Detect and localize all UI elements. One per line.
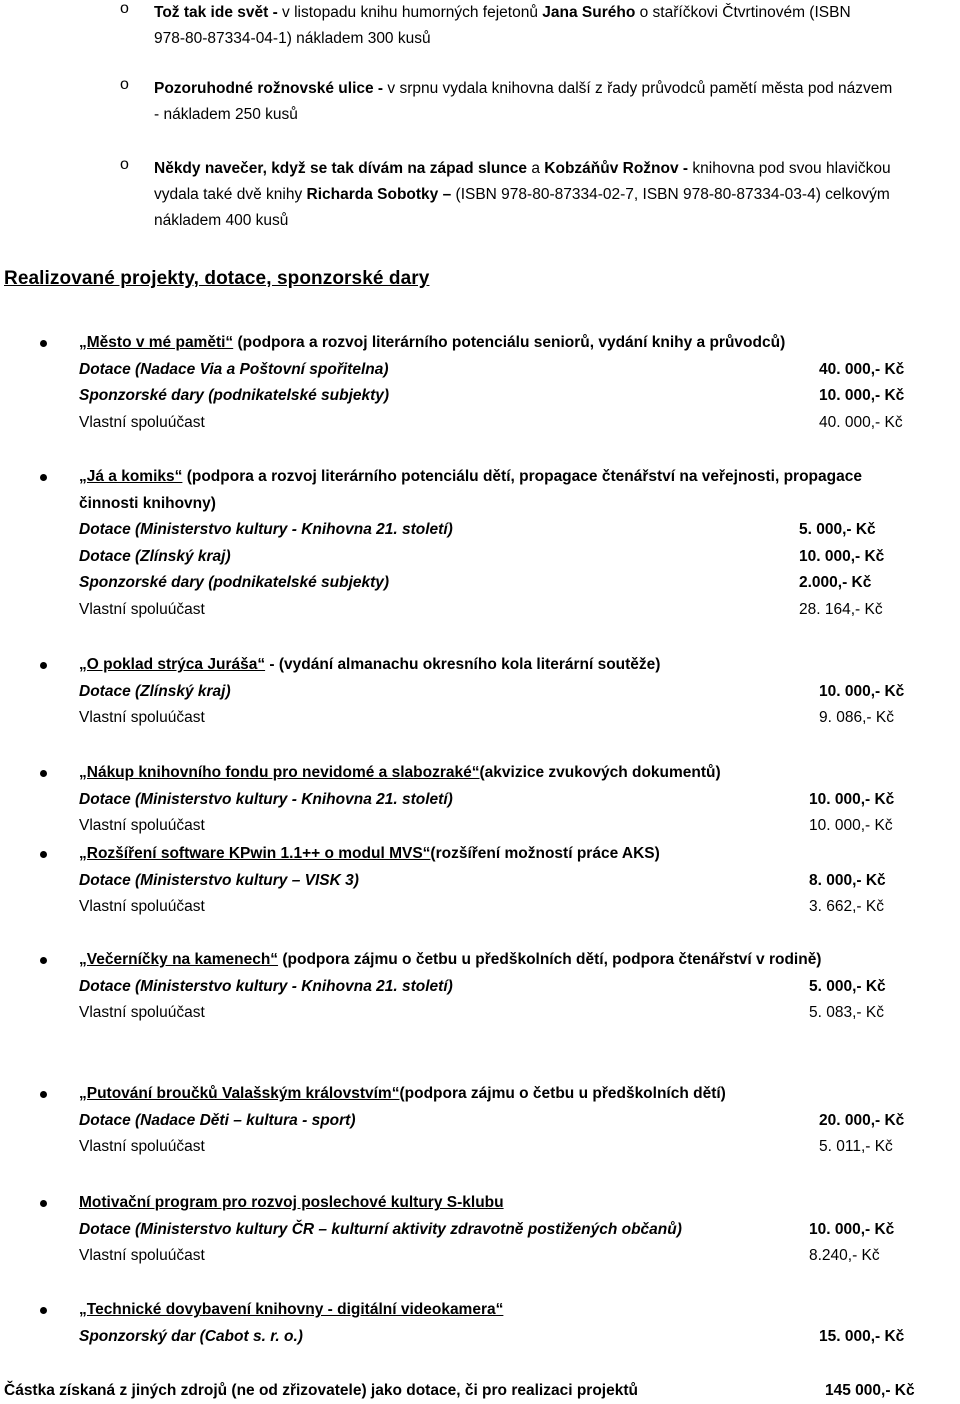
funding-amount: 3. 662,- Kč — [809, 898, 884, 915]
text-line — [154, 0, 958, 26]
section-title: Realizované projekty, dotace, sponzorské dary — [4, 268, 430, 289]
text-span: Pozoruhodné rožnovské ulice - — [154, 80, 384, 97]
funding-amount: 2.000,- Kč — [799, 574, 872, 591]
funding-source: Vlastní spoluúčast — [79, 709, 205, 726]
text-span: Jana Surého — [542, 4, 636, 21]
project-name: Motivační program pro rozvoj poslechové kultury S-klubu — [79, 1194, 504, 1211]
project-title-continuation: činnosti knihovny) — [79, 494, 216, 512]
bullet-icon — [40, 474, 47, 481]
bullet-icon — [40, 957, 47, 964]
funding-source: Dotace (Ministerstvo kultury - Knihovna 21. století) — [79, 790, 453, 808]
project-title — [79, 760, 949, 786]
funding-source: Vlastní spoluúčast — [79, 817, 205, 834]
funding-row — [79, 705, 949, 731]
text-span: Richarda Sobotky – — [306, 186, 452, 203]
funding-row — [79, 974, 949, 1000]
funding-amount: 40. 000,- Kč — [819, 413, 903, 431]
project-name: „Nákup knihovního fondu pro nevidomé a slabozraké“ — [79, 764, 480, 781]
text-span: Někdy navečer, když se tak dívám na západ slunce — [154, 160, 528, 177]
text-span: nákladem 400 kusů — [154, 212, 289, 229]
text-span: Tož tak ide svět - — [154, 4, 278, 21]
funding-amount: 15. 000,- Kč — [819, 1327, 905, 1345]
funding-amount: 10. 000,- Kč — [809, 817, 893, 834]
funding-row — [79, 1108, 949, 1134]
text-span: v listopadu knihu humorných fejetonů — [277, 4, 543, 21]
funding-row — [79, 894, 949, 920]
funding-row — [79, 868, 949, 894]
bullet-icon — [40, 1200, 47, 1207]
funding-amount: 5. 000,- Kč — [799, 521, 876, 538]
funding-source: Sponzorské dary (podnikatelské subjekty) — [79, 387, 390, 404]
funding-source: Vlastní spoluúčast — [79, 1004, 205, 1021]
funding-amount: 5. 000,- Kč — [809, 977, 886, 995]
funding-amount: 10. 000,- Kč — [819, 682, 905, 700]
funding-amount: 10. 000,- Kč — [799, 547, 885, 565]
funding-row — [79, 383, 949, 409]
project-name: „Večerníčky na kamenech“ — [79, 951, 279, 968]
funding-source: Dotace (Ministerstvo kultury ČR – kulturní aktivity zdravotně postižených občanů) — [79, 1220, 682, 1238]
total-row — [4, 1378, 954, 1404]
text-span: 978-80-87334-04-1) nákladem 300 kusů — [154, 30, 431, 47]
text-line — [154, 156, 958, 182]
project-title — [79, 1190, 949, 1216]
text-line — [154, 208, 958, 234]
text-line — [154, 182, 958, 208]
project-title — [79, 947, 949, 973]
project-title — [79, 841, 949, 867]
funding-source: Sponzorské dary (podnikatelské subjekty) — [79, 574, 390, 591]
bullet-icon — [40, 851, 47, 858]
funding-row — [79, 813, 949, 839]
funding-amount: 5. 083,- Kč — [809, 1004, 884, 1021]
funding-amount: 10. 000,- Kč — [819, 387, 905, 404]
list-marker: o — [120, 76, 129, 93]
text-line — [154, 76, 958, 102]
funding-source: Dotace (Ministerstvo kultury - Knihovna 21. století) — [79, 521, 453, 538]
publication-text — [154, 156, 958, 234]
funding-row — [79, 570, 949, 596]
list-marker: o — [120, 0, 129, 17]
text-span: o staříčkovi Čtvrtinovém (ISBN — [635, 4, 851, 21]
text-line — [154, 102, 958, 128]
bullet-icon — [40, 340, 47, 347]
funding-amount: 20. 000,- Kč — [819, 1111, 905, 1129]
project-title — [79, 464, 949, 490]
funding-source: Dotace (Nadace Via a Poštovní spořitelna) — [79, 360, 389, 378]
text-span: Kobzáňův Rožnov - — [544, 160, 689, 177]
text-span: v srpnu vydala knihovna další z řady průvodců pamětí města pod názvem — [383, 80, 893, 97]
bullet-icon — [40, 1307, 47, 1314]
funding-amount: 40. 000,- Kč — [819, 360, 905, 378]
project-title — [79, 330, 949, 356]
publication-text — [154, 0, 958, 52]
text-span: - nákladem 250 kusů — [154, 106, 298, 123]
funding-amount: 8.240,- Kč — [809, 1247, 880, 1264]
funding-row — [79, 1324, 949, 1350]
funding-amount: 10. 000,- Kč — [809, 790, 895, 808]
publication-text — [154, 76, 958, 128]
project-description: (podpora a rozvoj literárního potenciálu seniorů, vydání knihy a průvodců) — [233, 334, 786, 351]
funding-row — [79, 1217, 949, 1243]
funding-row — [79, 357, 949, 383]
project-description: (podpora zájmu o četbu u předškolních dětí, podpora čtenářství v rodině) — [278, 951, 822, 968]
text-span: (ISBN 978-80-87334-02-7, ISBN 978-80-87334-03-4) celkovým — [451, 186, 890, 203]
funding-source: Dotace (Zlínský kraj) — [79, 547, 231, 565]
project-description: (rozšíření možností práce AKS) — [430, 845, 660, 862]
funding-row — [79, 1134, 949, 1160]
funding-amount: 9. 086,- Kč — [819, 709, 894, 726]
funding-source: Dotace (Nadace Děti – kultura - sport) — [79, 1111, 356, 1129]
text-span: a — [527, 160, 545, 177]
project-description: (podpora zájmu o četbu u předškolních dětí) — [399, 1085, 726, 1102]
list-marker: o — [120, 156, 129, 173]
funding-source: Vlastní spoluúčast — [79, 1247, 205, 1264]
funding-source: Vlastní spoluúčast — [79, 1138, 205, 1155]
project-description: - (vydání almanachu okresního kola literární soutěže) — [265, 656, 661, 673]
project-title — [79, 1297, 949, 1323]
bullet-icon — [40, 770, 47, 777]
funding-row — [79, 1243, 949, 1269]
funding-source: Dotace (Zlínský kraj) — [79, 682, 231, 700]
funding-amount: 5. 011,- Kč — [819, 1138, 893, 1155]
funding-row — [79, 1000, 949, 1026]
funding-amount: 28. 164,- Kč — [799, 600, 883, 618]
funding-row — [79, 410, 949, 436]
funding-source: Dotace (Ministerstvo kultury – VISK 3) — [79, 871, 359, 889]
text-span: knihovna pod svou hlavičkou — [688, 160, 891, 177]
funding-source: Sponzorský dar (Cabot s. r. o.) — [79, 1327, 303, 1345]
funding-source: Dotace (Ministerstvo kultury - Knihovna 21. století) — [79, 977, 453, 995]
project-title — [79, 1081, 949, 1107]
project-name: „O poklad strýca Jurášа“ — [79, 656, 266, 673]
funding-row — [79, 597, 949, 623]
project-name: „Já a komiks“ — [79, 468, 183, 485]
funding-amount: 10. 000,- Kč — [809, 1220, 895, 1238]
funding-row — [79, 787, 949, 813]
project-description: (podpora a rozvoj literárního potenciálu dětí, propagace čtenářství na veřejnosti, propagace — [182, 468, 862, 485]
project-name: „Technické dovybavení knihovny - digitální videokamera“ — [79, 1301, 504, 1318]
funding-source: Vlastní spoluúčast — [79, 898, 205, 915]
funding-row — [79, 679, 949, 705]
project-description: (akvizice zvukových dokumentů) — [479, 764, 721, 781]
funding-source: Vlastní spoluúčast — [79, 600, 205, 618]
bullet-icon — [40, 1091, 47, 1098]
project-name: „Putování broučků Valašským královstvím“ — [79, 1085, 400, 1102]
total-label: Částka získaná z jiných zdrojů (ne od zřizovatele) jako dotace, či pro realizaci projektů — [4, 1382, 638, 1399]
text-line — [154, 26, 958, 52]
total-amount: 145 000,- Kč — [825, 1382, 915, 1399]
funding-row — [79, 517, 949, 543]
project-name: „Rozšíření software KPwin 1.1++ o modul MVS“ — [79, 845, 431, 862]
bullet-icon — [40, 662, 47, 669]
project-name: „Město v mé paměti“ — [79, 334, 234, 351]
funding-amount: 8. 000,- Kč — [809, 871, 886, 889]
funding-row — [79, 544, 949, 570]
text-span: vydala také dvě knihy — [154, 186, 307, 203]
funding-source: Vlastní spoluúčast — [79, 413, 205, 431]
project-title — [79, 652, 949, 678]
